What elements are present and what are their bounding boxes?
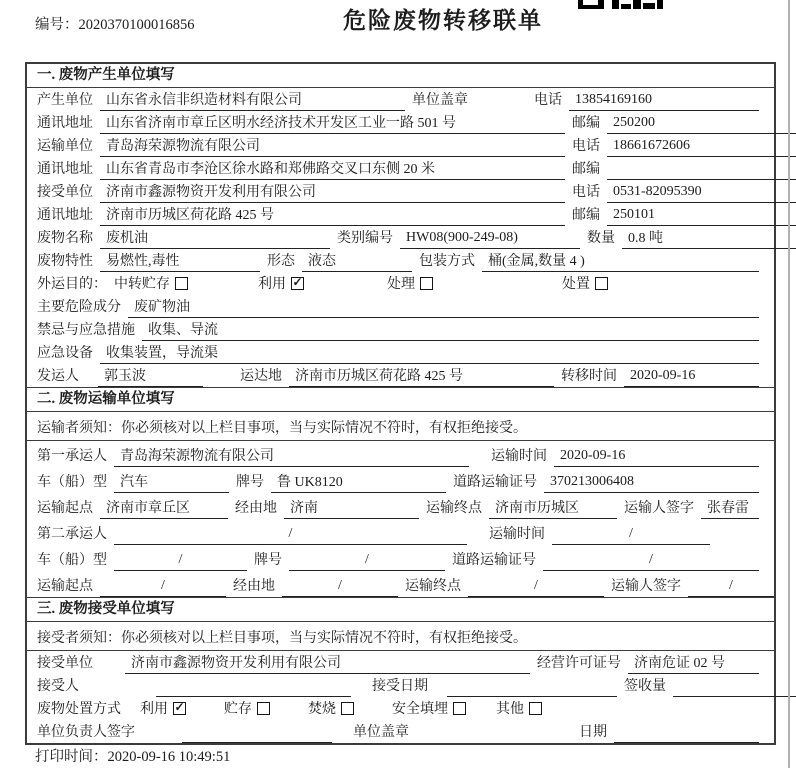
field-value: / xyxy=(114,526,467,545)
field-value: 370213006408 xyxy=(544,474,759,493)
checkbox-label: 焚烧 xyxy=(308,702,336,717)
checkbox-label: 中转贮存 xyxy=(114,277,170,292)
checkbox-label: 利用 xyxy=(258,277,286,292)
form-row xyxy=(27,272,774,295)
field-value: 2020-09-16 xyxy=(554,448,759,467)
field-label: 第二承运人 xyxy=(37,527,107,542)
field-value: 济南市鑫源物资开发利用有限公司 xyxy=(100,181,565,203)
field-label: 日期 xyxy=(579,725,607,740)
section-title: 三. 废物接受单位填写 xyxy=(27,598,774,622)
field-value: 液态 xyxy=(302,250,412,272)
field-label: 运达地 xyxy=(240,369,282,384)
form-row xyxy=(27,295,774,318)
field-label: 运输时间 xyxy=(491,449,547,464)
field-label: 主要危险成分 xyxy=(37,300,121,315)
section-3 xyxy=(27,597,774,743)
field-label: 电话 xyxy=(534,93,562,108)
field-value: 济南 xyxy=(284,497,419,519)
checkbox-label: 其他 xyxy=(496,702,524,717)
print-time xyxy=(35,745,230,766)
form-row xyxy=(27,249,774,272)
form-row xyxy=(27,134,774,157)
field-label: 废物处置方式 xyxy=(37,702,121,717)
field-value: 郭玉波 xyxy=(98,365,203,387)
field-value: 济南市历城区荷花路 425 号 xyxy=(289,365,554,387)
checkbox-label: 处置 xyxy=(562,277,590,292)
field-value: 18661672606 xyxy=(607,138,796,157)
form-row xyxy=(27,697,774,720)
field-label: 包装方式 xyxy=(419,254,475,269)
field-value: 0531-82095390 xyxy=(607,184,796,203)
field-label: 单位盖章 xyxy=(353,725,409,740)
field-label: 运输人签字 xyxy=(611,579,681,594)
form-row xyxy=(27,318,774,341)
checkbox-icon xyxy=(257,702,270,715)
field-label: 邮编 xyxy=(572,162,600,177)
notice-row xyxy=(27,622,774,651)
field-label: 第一承运人 xyxy=(37,449,107,464)
field-label: 运输单位 xyxy=(37,139,93,154)
field-label: 经由地 xyxy=(233,579,275,594)
field-value: 张春雷 xyxy=(701,497,759,519)
field-label: 接受单位 xyxy=(37,185,93,200)
form-row xyxy=(27,467,774,493)
form-row xyxy=(27,571,774,597)
field-value: 山东省青岛市李沧区徐水路和郑佛路交叉口东侧 20 米 xyxy=(100,158,565,180)
form-number-label: 编号： xyxy=(35,17,79,33)
blank-field xyxy=(607,161,796,180)
form-row xyxy=(27,226,774,249)
field-value: 250200 xyxy=(607,115,796,134)
field-value: 青岛海荣源物流有限公司 xyxy=(100,135,565,157)
field-value: 易燃性,毒性 xyxy=(100,250,260,272)
field-value: / xyxy=(289,552,445,571)
field-value: 废机油 xyxy=(100,227,330,249)
checkbox-option xyxy=(224,698,270,720)
checkbox-icon xyxy=(175,277,188,290)
form-row xyxy=(27,651,774,674)
checkbox-icon xyxy=(341,702,354,715)
checkbox-option xyxy=(308,698,354,720)
field-value: 山东省永信非织造材料有限公司 xyxy=(100,89,405,111)
checkbox-option xyxy=(392,698,466,720)
field-label: 接受人 xyxy=(37,679,79,694)
form-row xyxy=(27,720,774,743)
manifest-form xyxy=(25,62,776,745)
check-mark: ✓ xyxy=(292,275,303,289)
field-value: / xyxy=(688,578,774,597)
field-label: 运输起点 xyxy=(37,501,93,516)
field-value: 青岛海荣源物流有限公司 xyxy=(114,445,469,467)
field-label: 运输人签字 xyxy=(624,501,694,516)
field-value: / xyxy=(282,578,398,597)
field-value: 汽车 xyxy=(114,471,229,493)
section-title: 二. 废物运输单位填写 xyxy=(27,388,774,412)
field-label: 形态 xyxy=(267,254,295,269)
field-value: HW08(900-249-08) xyxy=(400,230,580,249)
form-row xyxy=(27,341,774,364)
field-value: 2020-09-16 xyxy=(624,368,759,387)
checkbox-icon xyxy=(595,277,608,290)
checkbox-icon xyxy=(529,702,542,715)
field-label: 邮编 xyxy=(572,208,600,223)
scan-edge-line xyxy=(788,0,790,768)
checkbox-option xyxy=(387,273,433,295)
field-label: 接受单位 xyxy=(37,656,93,671)
checkbox-label: 处理 xyxy=(387,277,415,292)
checkbox-icon xyxy=(291,277,304,290)
blank-field xyxy=(182,724,332,743)
field-label: 通讯地址 xyxy=(37,208,93,223)
form-row xyxy=(27,674,774,697)
field-label: 应急设备 xyxy=(37,346,93,361)
form-row xyxy=(27,493,774,519)
field-label: 产生单位 xyxy=(37,93,93,108)
checkbox-label: 贮存 xyxy=(224,702,252,717)
checkbox-option xyxy=(496,698,542,720)
field-value: 济南市鑫源物资开发利用有限公司 xyxy=(125,652,530,674)
field-label: 经营许可证号 xyxy=(537,656,621,671)
field-label: 车（船）型 xyxy=(37,475,107,490)
field-label: 外运目的： xyxy=(37,277,107,292)
field-value: 收集、导流 xyxy=(142,319,759,341)
section-2 xyxy=(27,387,774,597)
blank-field xyxy=(673,678,796,697)
form-title: 危险废物转移联单 xyxy=(343,8,543,33)
print-time-value: 2020-09-16 10:49:51 xyxy=(107,749,231,765)
notice-text: 运输者须知：你必须核对以上栏目事项，当与实际情况不符时，有权拒绝接受。 xyxy=(37,421,527,436)
field-label: 发运人 xyxy=(37,369,79,384)
field-value: 13854169160 xyxy=(569,92,759,111)
field-label: 道路运输证号 xyxy=(453,475,537,490)
field-label: 电话 xyxy=(572,139,600,154)
field-label: 运输终点 xyxy=(426,501,482,516)
field-label: 牌号 xyxy=(254,553,282,568)
field-value: 250101 xyxy=(607,207,796,226)
checkbox-option xyxy=(114,273,188,295)
field-label: 运输终点 xyxy=(405,579,461,594)
form-row xyxy=(27,441,774,467)
field-label: 通讯地址 xyxy=(37,162,93,177)
field-label: 牌号 xyxy=(236,475,264,490)
field-value: 桶(金属,数量 4 ) xyxy=(482,250,759,272)
checkbox-label: 利用 xyxy=(140,702,168,717)
field-value: 收集装置，导流渠 xyxy=(100,342,759,364)
field-label: 废物特性 xyxy=(37,254,93,269)
field-value: / xyxy=(543,552,759,571)
print-time-label: 打印时间： xyxy=(35,749,108,765)
checkbox-option xyxy=(140,698,186,720)
field-label: 邮编 xyxy=(572,116,600,131)
field-label: 转移时间 xyxy=(561,369,617,384)
field-value: 鲁 UK8120 xyxy=(271,471,446,493)
form-row xyxy=(27,111,774,134)
field-label: 电话 xyxy=(572,185,600,200)
field-label: 运输起点 xyxy=(37,579,93,594)
field-value: 0.8 吨 xyxy=(622,227,796,249)
notice-row xyxy=(27,412,774,441)
form-row xyxy=(27,180,774,203)
checkbox-icon xyxy=(173,702,186,715)
field-label: 数量 xyxy=(587,231,615,246)
field-value: / xyxy=(468,578,604,597)
field-value: 济南市历城区 xyxy=(489,497,617,519)
field-label: 运输时间 xyxy=(489,527,545,542)
checkbox-label: 安全填埋 xyxy=(392,702,448,717)
blank-field xyxy=(156,678,351,697)
check-mark: ✓ xyxy=(174,700,185,714)
field-label: 通讯地址 xyxy=(37,116,93,131)
field-label: 禁忌与应急措施 xyxy=(37,323,135,338)
field-label: 签收量 xyxy=(624,679,666,694)
field-value: 济南市章丘区 xyxy=(100,497,228,519)
field-value: 山东省济南市章丘区明水经济技术开发区工业一路 501 号 xyxy=(100,112,565,134)
field-label: 废物名称 xyxy=(37,231,93,246)
form-row xyxy=(27,545,774,571)
blank-field xyxy=(614,724,759,743)
section-title: 一. 废物产生单位填写 xyxy=(27,64,774,88)
field-value: 济南危证 02 号 xyxy=(628,652,759,674)
checkbox-icon xyxy=(453,702,466,715)
checkbox-option xyxy=(258,273,304,295)
form-row xyxy=(27,364,774,387)
form-row xyxy=(27,88,774,111)
field-label: 车（船）型 xyxy=(37,553,107,568)
blank-field xyxy=(447,678,617,697)
field-label: 单位盖章 xyxy=(412,93,468,108)
field-value: / xyxy=(100,578,226,597)
field-value: / xyxy=(552,526,710,545)
field-label: 经由地 xyxy=(235,501,277,516)
checkbox-option xyxy=(562,273,608,295)
qr-code-fragment xyxy=(578,0,664,9)
field-value: 废矿物油 xyxy=(128,296,759,318)
field-label: 接受日期 xyxy=(372,679,428,694)
checkbox-icon xyxy=(420,277,433,290)
form-row xyxy=(27,203,774,226)
section-1 xyxy=(27,64,774,387)
field-label: 道路运输证号 xyxy=(452,553,536,568)
form-row xyxy=(27,157,774,180)
form-number-value: 2020370100016856 xyxy=(78,17,195,33)
field-label: 单位负责人签字 xyxy=(37,725,135,740)
form-row xyxy=(27,519,774,545)
field-value: 济南市历城区荷花路 425 号 xyxy=(100,204,565,226)
field-value: / xyxy=(114,552,247,571)
notice-text: 接受者须知：你必须核对以上栏目事项，当与实际情况不符时，有权拒绝接受。 xyxy=(37,631,527,646)
field-label: 类别编号 xyxy=(337,231,393,246)
